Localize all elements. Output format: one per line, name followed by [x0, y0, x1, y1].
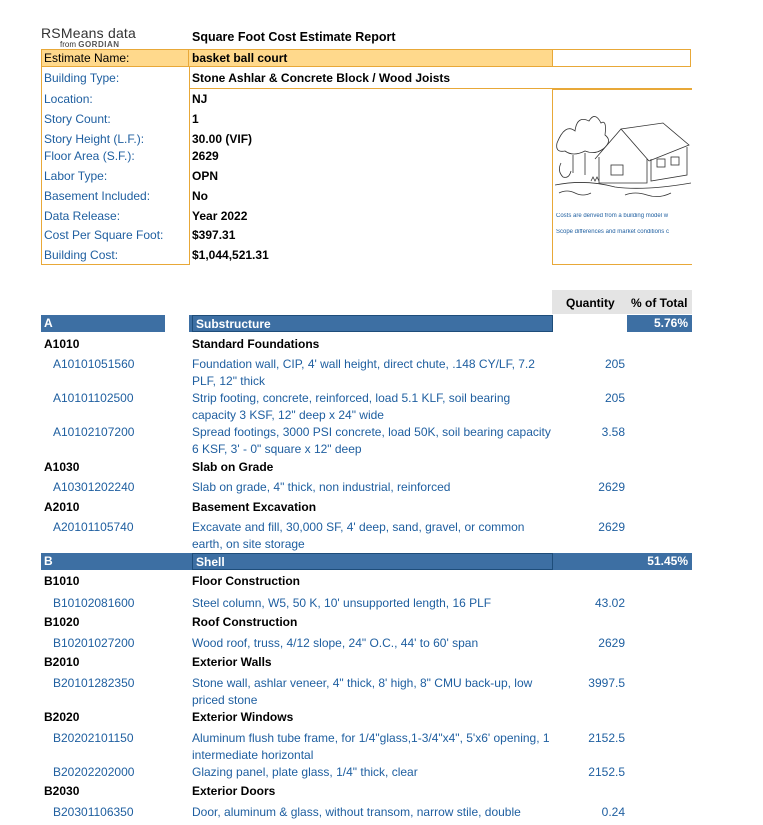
- section-name-a: Substructure: [192, 315, 553, 332]
- location-value: NJ: [192, 92, 208, 106]
- rsmeans-logo: RSMeans data: [41, 25, 137, 41]
- group-title-b1020: Roof Construction: [192, 615, 298, 629]
- quantity-column-header: Quantity: [566, 296, 615, 310]
- item-code[interactable]: A10101102500: [53, 391, 134, 405]
- group-title-b1010: Floor Construction: [192, 574, 300, 588]
- item-quantity: 3.58: [601, 425, 625, 439]
- item-description: Spread footings, 3000 PSI concrete, load 50K, soil bearing capacity 6 KSF, 3' - 0" square x 12" deep: [192, 425, 551, 456]
- story-height-value: 30.00 (VIF): [192, 132, 253, 146]
- basement-included-value: No: [192, 189, 208, 203]
- building-cost-value: $1,044,521.31: [192, 248, 269, 262]
- item-description: Foundation wall, CIP, 4' wall height, direct chute, .148 CY/LF, 7.2 PLF, 12" thick: [192, 357, 535, 388]
- group-code-a1010: A1010: [44, 337, 80, 351]
- scope-differences-note: Scope differences and market conditions c: [556, 229, 669, 235]
- item-code[interactable]: B10102081600: [53, 596, 135, 610]
- data-release-value: Year 2022: [192, 209, 248, 223]
- building-type-label: Building Type:: [44, 71, 120, 85]
- item-quantity: 43.02: [594, 596, 625, 610]
- item-code[interactable]: A10102107200: [53, 425, 135, 439]
- building-cost-label: Building Cost:: [44, 248, 119, 262]
- group-title-a1030: Slab on Grade: [192, 460, 274, 474]
- group-code-b1020: B1020: [44, 615, 80, 629]
- group-code-a2010: A2010: [44, 500, 80, 514]
- estimate-name-value[interactable]: basket ball court: [192, 51, 288, 65]
- building-sketch-image: [555, 93, 691, 203]
- item-description: Glazing panel, plate glass, 1/4" thick, clear: [192, 765, 418, 779]
- item-code[interactable]: A10101051560: [53, 357, 135, 371]
- item-quantity: 205: [604, 357, 625, 371]
- group-code-b1010: B1010: [44, 574, 80, 588]
- estimate-name-empty-cell: [553, 49, 691, 67]
- section-bar-b: [41, 553, 692, 570]
- item-quantity: 2152.5: [588, 765, 625, 779]
- section-letter-b: B: [41, 553, 189, 570]
- group-code-b2020: B2020: [44, 710, 80, 724]
- logo-from-text: from: [60, 40, 76, 49]
- item-quantity: 2629: [598, 636, 625, 650]
- item-description: Stone wall, ashlar veneer, 4" thick, 8' high, 8" CMU back-up, low priced stone: [192, 676, 533, 707]
- item-description: Door, aluminum & glass, without transom, narrow stile, double: [192, 805, 521, 819]
- section-letter-a: A: [41, 315, 165, 332]
- item-quantity: 3997.5: [588, 676, 625, 690]
- item-code[interactable]: B20202101150: [53, 731, 134, 745]
- building-type-value: Stone Ashlar & Concrete Block / Wood Joists: [192, 71, 451, 85]
- group-title-b2020: Exterior Windows: [192, 710, 294, 724]
- item-quantity: 0.24: [601, 805, 625, 819]
- item-description: Slab on grade, 4" thick, non industrial, reinforced: [192, 480, 451, 494]
- basement-included-label: Basement Included:: [44, 189, 151, 203]
- cost-per-sf-label: Cost Per Square Foot:: [44, 228, 164, 242]
- item-description: Strip footing, concrete, reinforced, load 5.1 KLF, soil bearing capacity 3 KSF, 12" deep x 24" wide: [192, 391, 511, 422]
- estimate-name-row: [41, 49, 691, 67]
- item-description: Excavate and fill, 30,000 SF, 4' deep, sand, gravel, or common earth, on site storage: [192, 520, 525, 551]
- item-description: Wood roof, truss, 4/12 slope, 24" O.C., 44' to 60' span: [192, 636, 479, 650]
- group-title-a1010: Standard Foundations: [192, 337, 320, 351]
- item-quantity: 2629: [598, 520, 625, 534]
- item-quantity: 2152.5: [588, 731, 625, 745]
- group-code-b2030: B2030: [44, 784, 80, 798]
- floor-area-value: 2629: [192, 149, 219, 163]
- story-count-label: Story Count:: [44, 112, 111, 126]
- item-quantity: 205: [604, 391, 625, 405]
- group-title-b2010: Exterior Walls: [192, 655, 272, 669]
- data-release-label: Data Release:: [44, 209, 121, 223]
- section-name-b: Shell: [192, 553, 553, 570]
- group-title-a2010: Basement Excavation: [192, 500, 317, 514]
- item-code[interactable]: A10301202240: [53, 480, 135, 494]
- labor-type-label: Labor Type:: [44, 169, 108, 183]
- floor-area-label: Floor Area (S.F.):: [44, 149, 135, 163]
- item-quantity: 2629: [598, 480, 625, 494]
- cost-derivation-note: Costs are derived from a building model w: [556, 213, 669, 219]
- item-description: Steel column, W5, 50 K, 10' unsupported length, 16 PLF: [192, 596, 492, 610]
- report-title: Square Foot Cost Estimate Report: [192, 30, 396, 44]
- group-code-b2010: B2010: [44, 655, 80, 669]
- percent-total-column-header: % of Total: [631, 296, 688, 310]
- story-height-label: Story Height (L.F.):: [44, 132, 145, 146]
- group-title-b2030: Exterior Doors: [192, 784, 276, 798]
- item-code[interactable]: B20202202000: [53, 765, 135, 779]
- estimate-name-label: Estimate Name:: [44, 51, 130, 65]
- section-bar-a: [41, 315, 692, 332]
- location-label: Location:: [44, 92, 93, 106]
- item-description: Aluminum flush tube frame, for 1/4"glass,1-3/4"x4", 5'x6' opening, 1 intermediate horizontal: [192, 731, 550, 762]
- cost-per-sf-value: $397.31: [192, 228, 236, 242]
- item-code[interactable]: B20301106350: [53, 805, 134, 819]
- section-percent-b: 51.45%: [627, 553, 692, 570]
- item-code[interactable]: B10201027200: [53, 636, 135, 650]
- section-percent-a: 5.76%: [627, 315, 692, 332]
- labor-type-value: OPN: [192, 169, 219, 183]
- gordian-logo: [60, 40, 120, 49]
- item-code[interactable]: B20101282350: [53, 676, 135, 690]
- logo-brand-text: GORDIAN: [78, 40, 120, 49]
- group-code-a1030: A1030: [44, 460, 80, 474]
- story-count-value: 1: [192, 112, 199, 126]
- item-code[interactable]: A20101105740: [53, 520, 134, 534]
